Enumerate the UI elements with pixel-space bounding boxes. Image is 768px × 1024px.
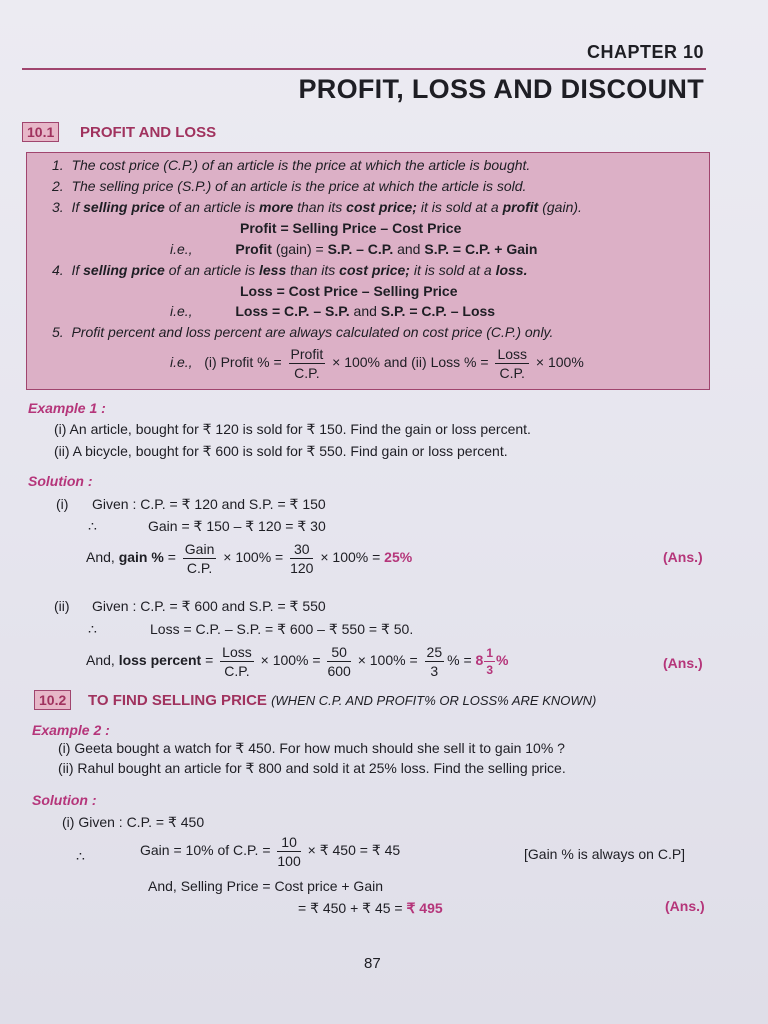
gain-note: [Gain % is always on C.P] <box>524 846 686 862</box>
solution-2-loss-percent: And, loss percent = $\frac{\text{Loss}}{C.P.}$ × 100% = $\frac{50}{600}$ × 100% = $\frac{25}{3}$ % = 8 $\frac{1}{3}$ % <box>86 644 509 679</box>
example-2-given: (i) Given : C.P. = ₹ 450 <box>62 814 205 830</box>
example-1-label: Example 1 : <box>28 400 106 416</box>
therefore-symbol-3: ∴ <box>76 848 85 864</box>
selling-price-result: = ₹ 450 + ₹ 45 = ₹ 495 <box>298 900 443 916</box>
definition-item-4: 4. If selling price of an article is less than its cost price; it is sold at a loss. <box>52 262 528 278</box>
therefore-symbol-2: ∴ <box>88 621 97 637</box>
percent-formula: i.e., (i) Profit % = $\frac{\text{Profit}}{C.P.}$ × 100% and (ii) Loss % = $\frac{\text{Loss}}{C.P.}$ × 100% <box>170 346 584 381</box>
ten-over-100-fraction: $\frac{10}{100}$ <box>277 834 301 869</box>
selling-price-line: And, Selling Price = Cost price + Gain <box>148 878 384 894</box>
solution-2-given: Given : C.P. = ₹ 600 and S.P. = ₹ 550 <box>92 598 326 614</box>
section-2-heading: TO FIND SELLING PRICE (WHEN C.P. AND PROFIT% OR LOSS% ARE KNOWN) <box>88 692 597 709</box>
section-title: PROFIT AND LOSS <box>80 124 217 141</box>
answer-marker-3: (Ans.) <box>665 898 705 914</box>
answer-marker-2: (Ans.) <box>663 655 703 671</box>
definition-item-3: 3. If selling price of an article is more than its cost price; it is sold at a profit (gain). <box>52 199 582 215</box>
example-1-solution-label: Solution : <box>28 473 93 489</box>
profit-fraction: $\frac{\text{Profit}}{C.P.}$ <box>290 346 324 381</box>
profit-formula: Profit = Selling Price – Cost Price <box>240 220 462 236</box>
solution-1-gain: Gain = ₹ 150 – ₹ 120 = ₹ 30 <box>148 518 326 534</box>
page-number: 87 <box>364 955 381 972</box>
loss-cp-fraction: $\frac{\text{Loss}}{C.P.}$ <box>222 644 252 679</box>
profit-gain-formula: i.e., Profit (gain) = S.P. – C.P. and S.P. = C.P. + Gain <box>170 241 538 257</box>
solution-2-loss: Loss = C.P. – S.P. = ₹ 600 – ₹ 550 = ₹ 50. <box>150 621 414 637</box>
example-2-label: Example 2 : <box>32 722 110 738</box>
loss-fraction: $\frac{\text{Loss}}{C.P.}$ <box>497 346 528 381</box>
chapter-number: CHAPTER 10 <box>586 42 704 62</box>
section-number-badge: 10.1 <box>22 122 59 142</box>
therefore-symbol: ∴ <box>88 518 97 534</box>
section-2-number-badge: 10.2 <box>34 690 71 710</box>
example-1-question-1: (i) An article, bought for ₹ 120 is sold for ₹ 150. Find the gain or loss percent. <box>54 421 531 437</box>
solution-1-number: (i) <box>56 496 69 512</box>
example-2-question-1: (i) Geeta bought a watch for ₹ 450. For how much should she sell it to gain 10% ? <box>58 740 565 756</box>
loss-equation: i.e., Loss = C.P. – S.P. and S.P. = C.P. – Loss <box>170 303 496 319</box>
definition-item-5: 5. Profit percent and loss percent are always calculated on cost price (C.P.) only. <box>52 324 554 340</box>
chapter-title: PROFIT, LOSS AND DISCOUNT <box>298 74 704 104</box>
definition-item-2: 2. The selling price (S.P.) of an article is the price at which the article is sold. <box>52 178 527 194</box>
solution-1-given: Given : C.P. = ₹ 120 and S.P. = ₹ 150 <box>92 496 326 512</box>
example-2-solution-label: Solution : <box>32 792 97 808</box>
example-2-question-2: (ii) Rahul bought an article for ₹ 800 and sold it at 25% loss. Find the selling price. <box>58 760 566 776</box>
chapter-rule <box>22 68 706 70</box>
example-2-gain: Gain = 10% of C.P. = $\frac{10}{100}$ × ₹ 450 = ₹ 45 <box>140 834 401 869</box>
twentyfive-over-3-fraction: $\frac{25}{3}$ <box>426 644 443 679</box>
definition-item-1: 1. The cost price (C.P.) of an article is the price at which the article is bought. <box>52 157 531 173</box>
gain-cp-fraction: $\frac{\text{Gain}}{C.P.}$ <box>184 541 215 576</box>
thirty-over-120-fraction: $\frac{30}{120}$ <box>290 541 314 576</box>
solution-2-number: (ii) <box>54 598 70 614</box>
loss-formula: Loss = Cost Price – Selling Price <box>240 283 458 299</box>
fifty-over-600-fraction: $\frac{50}{600}$ <box>327 644 351 679</box>
example-1-question-2: (ii) A bicycle, bought for ₹ 600 is sold for ₹ 550. Find gain or loss percent. <box>54 443 508 459</box>
solution-1-gain-percent: And, gain % = $\frac{\text{Gain}}{C.P.}$ × 100% = $\frac{30}{120}$ × 100% = 25% <box>86 541 413 576</box>
one-third-fraction: $\frac{1}{3}$ <box>486 646 493 677</box>
answer-marker-1: (Ans.) <box>663 549 703 565</box>
